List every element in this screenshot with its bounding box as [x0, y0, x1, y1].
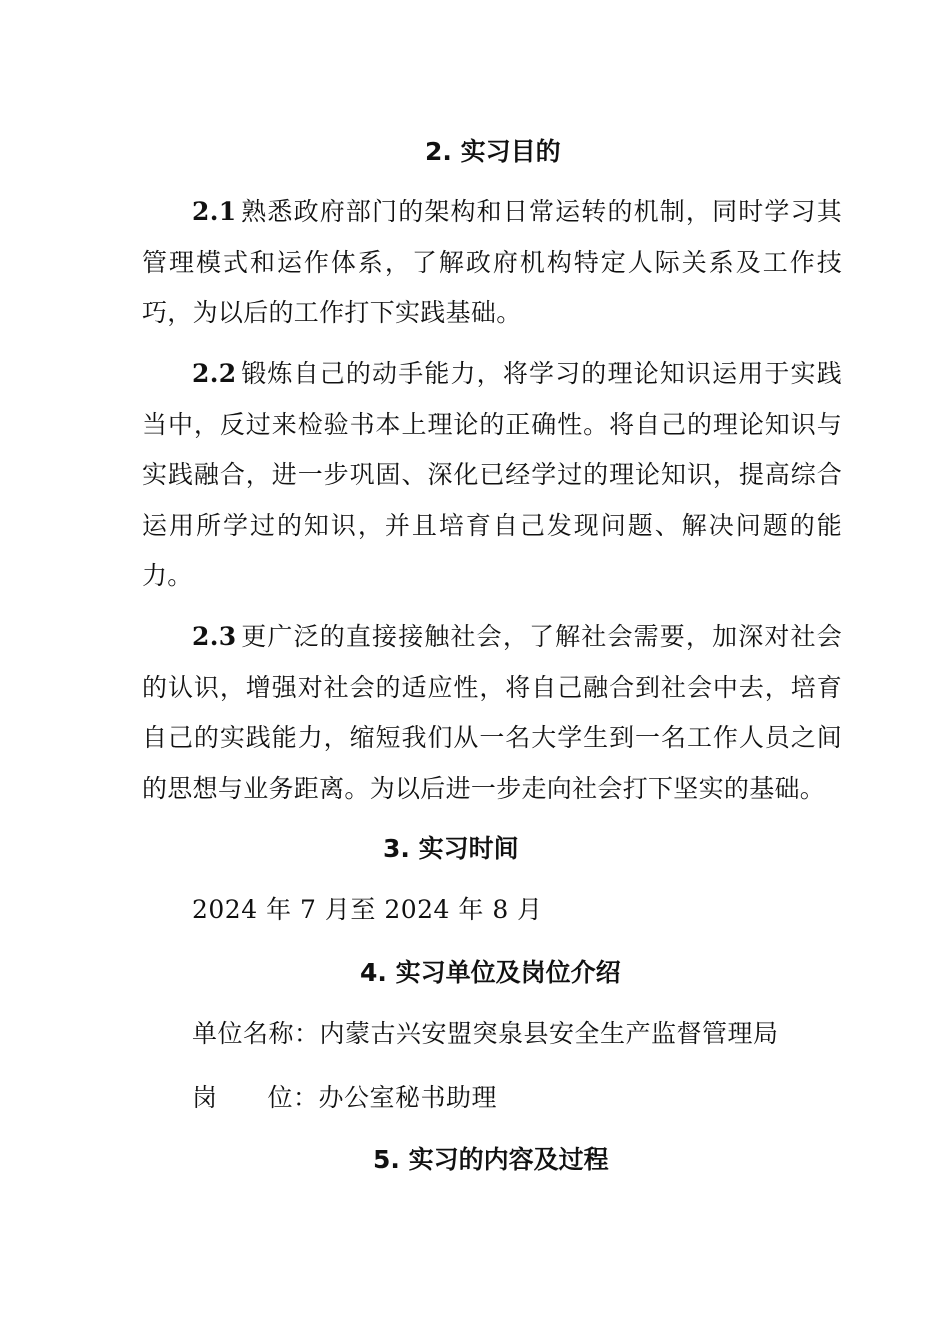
internship-period: 2024 年 7 月至 2024 年 8 月: [192, 895, 543, 924]
paragraph-2-3: [142, 612, 842, 814]
item-number: 2.2: [192, 359, 237, 388]
heading-purpose: 2. 实习目的: [425, 137, 561, 166]
post-label-rest: 位：: [267, 1083, 319, 1112]
paragraph-2-1: [142, 187, 842, 339]
paragraph-2-2: [142, 349, 842, 602]
unit-name-label: 单位名称：: [192, 1019, 320, 1048]
post-value: 办公室秘书助理: [318, 1083, 498, 1112]
unit-name-line: [192, 1017, 779, 1051]
item-number: 2.3: [192, 622, 237, 651]
heading-time: 3. 实习时间: [383, 834, 519, 863]
heading-unit: 4. 实习单位及岗位介绍: [360, 958, 621, 987]
item-text: 熟悉政府部门的架构和日常运转的机制，同时学习其管理模式和运作体系，了解政府机构特定人际关系及工作技巧，为以后的工作打下实践基础。: [142, 197, 842, 327]
post-line: [192, 1081, 497, 1115]
item-text: 锻炼自己的动手能力，将学习的理论知识运用于实践当中，反过来检验书本上理论的正确性。将自己的理论知识与实践融合，进一步巩固、深化已经学过的理论知识，提高综合运用所学过的知识，并且培育自己发现问题、解决问题的能力。: [142, 359, 842, 590]
post-label-first-char: 岗: [192, 1083, 218, 1112]
item-text: 更广泛的直接接触社会，了解社会需要，加深对社会的认识，增强对社会的适应性，将自己融合到社会中去，培育自己的实践能力，缩短我们从一名大学生到一名工作人员之间的思想与业务距离。为以后进一步走向社会打下坚实的基础。: [142, 622, 842, 803]
item-number: 2.1: [192, 197, 237, 226]
heading-content: 5. 实习的内容及过程: [373, 1145, 609, 1174]
unit-name-value: 内蒙古兴安盟突泉县安全生产监督管理局: [319, 1019, 779, 1048]
